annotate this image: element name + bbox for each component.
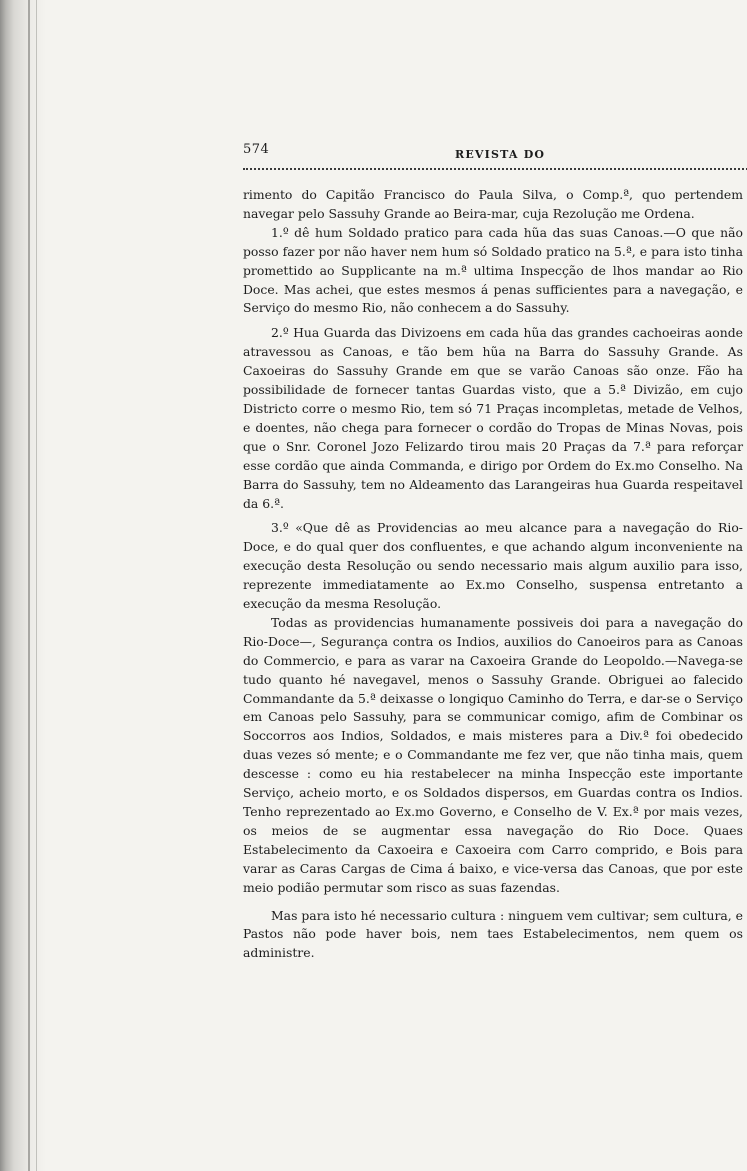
paragraph-item-3: 3.º «Que dê as Providencias ao meu alcance para a navegação do Rio-Doce, e do qual quer dos confluentes, e que achando algum inconveniente na execução desta Resolução ou sendo necessario mais algum auxilio para isso, reprezente immediatamente ao Ex.mo Conselho, suspensa entretanto a execução da mesma Resolução. [243, 520, 743, 612]
paragraph-closing: Mas para isto hé necessario cultura : ninguem vem cultivar; sem cultura, e Pastos não pode haver bois, nem taes Estabelecimentos, nem quem os administre. [243, 907, 743, 961]
paragraph-continuation: rimento do Capitão Francisco do Paula Silva, o Comp.ª, quo pertendem navegar pelo Sassuhy Grande ao Beira-mar, cuja Rezolução me Ordena. [243, 187, 743, 221]
running-head: REVISTA DO [455, 148, 546, 161]
paragraph-providencias: Todas as providencias humanamente possiveis doi para a navegação do Rio-Doce—, Segurança contra os Indios, auxilios do Canoeiros para as Canoas do Commercio, e para as varar na Caxoeira Grande do Leopoldo.—Navega-se tudo quanto hé navegavel, menos o Sassuhy Grande. Obriguei ao falecido Commandante da 5.ª deixasse o longiquo Caminho do Terra, e dar-se o Serviço em Canoas pelo Sassuhy, para se communicar comigo, afim de Combinar os Soccorros aos Indios, Soldados, e mais misteres para a Div.ª foi obedecido duas vezes só mente; e o Commandante me fez ver, que não tinha mais, quem descesse : como eu hia restabelecer na minha Inspecção este importante Serviço, acheio morto, e os Soldados dispersos, em Guardas contra os Indios. Tenho reprezentado ao Ex.mo Governo, e Conselho de V. Ex.ª por mais vezes, os meios de se augmentar essa navegação do Rio Doce. Quaes Estabelecimento da Caxoeira e Caxoeira com Carro comprido, e Bois para varar as Caras Cargas de Cima á baixo, e vice-versa das Canoas, que por este meio podião permutar som risco as suas fazendas. [243, 614, 743, 895]
paragraph-item-2: 2.º Hua Guarda das Divizoens em cada hũa das grandes cachoeiras aonde atravessou as Canoas, e tão bem hũa na Barra do Sassuhy Grande. As Caxoeiras do Sassuhy Grande em que se varão Canoas são onze. Fão ha possibilidade de fornecer tantas Guardas visto, que a 5.ª Divizão, em cujo Districto corre o mesmo Rio, tem só 71 Praças incompletas, metade de Velhos, e doentes, não chega para fornecer o cordão do Tropas de Minas Novas, pois que o Snr. Coronel Jozo Felizardo tirou mais 20 Praças da 7.ª para reforçar esse cordão que ainda Commanda, e dirigo por Ordem do Ex.mo Conselho. Na Barra do Sassuhy, tem no Aldeamento das Larangeiras hua Guarda respeitavel da 6.ª. [243, 325, 743, 511]
body-text [243, 186, 743, 963]
binding-crease [28, 0, 30, 1171]
page-number: 574 [243, 142, 270, 157]
header-rule [243, 168, 747, 170]
page-header [243, 142, 747, 166]
binding-crease-inner [36, 0, 37, 1171]
paragraph-item-1: 1.º dê hum Soldado pratico para cada hũa das suas Canoas.—O que não posso fazer por não haver nem hum só Soldado pratico na 5.ª, e para isto tinha promettido ao Supplicante na m.ª ultima Inspecção de lhos mandar ao Rio Doce. Mas achei, que estes mesmos á penas sufficientes para a navegação, e Serviço do mesmo Rio, não conhecem a do Sassuhy. [243, 224, 743, 316]
page-binding-shadow [0, 0, 46, 1171]
